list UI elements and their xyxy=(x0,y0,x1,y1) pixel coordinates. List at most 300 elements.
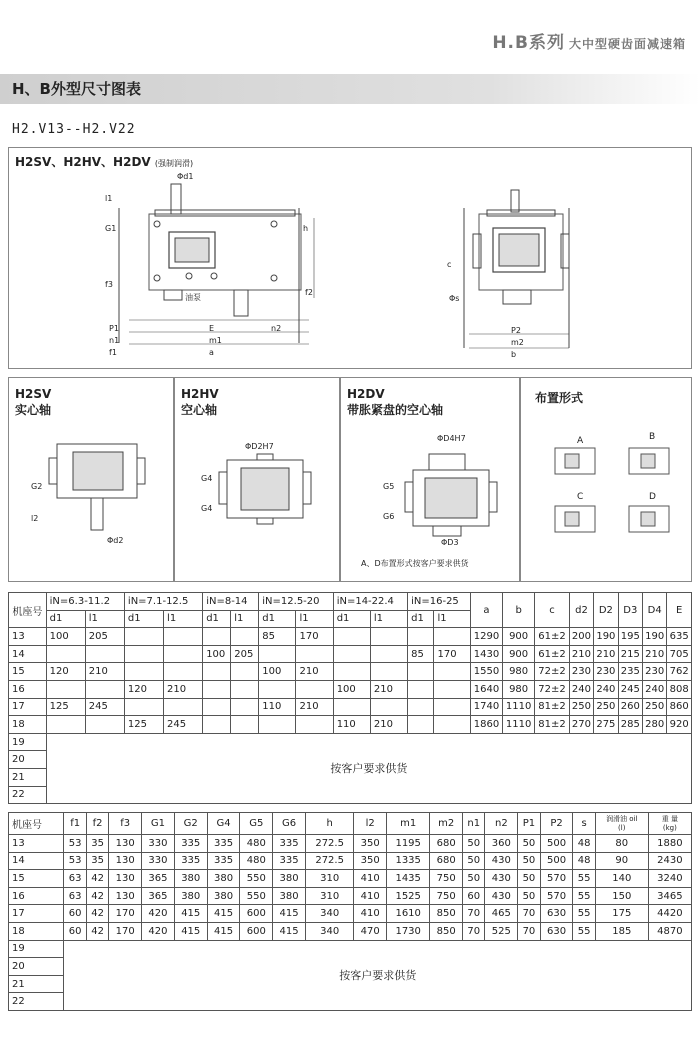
value-cell: 185 xyxy=(595,922,648,940)
fixed-cell: 210 xyxy=(594,645,618,663)
table-row xyxy=(9,663,692,681)
h2sv-drawing xyxy=(9,378,175,583)
ratio-cell: 100 xyxy=(259,663,296,681)
label-l2: l2 xyxy=(31,514,39,523)
fixed-cell: 240 xyxy=(569,680,593,698)
value-cell: 430 xyxy=(485,852,518,870)
header-cell: 机座号 xyxy=(9,813,64,835)
ratio-cell xyxy=(203,680,231,698)
value-cell: 630 xyxy=(540,922,573,940)
value-cell: 410 xyxy=(354,905,387,923)
value-cell: 48 xyxy=(573,852,595,870)
value-cell: 365 xyxy=(142,870,175,888)
model-range: H2.V13--H2.V22 xyxy=(12,122,136,137)
sub-header: l1 xyxy=(370,610,407,628)
value-cell: 3240 xyxy=(648,870,691,888)
value-cell: 380 xyxy=(207,870,240,888)
weight-header-text: 重 量 xyxy=(661,814,678,823)
value-cell: 60 xyxy=(64,905,86,923)
ratio-cell xyxy=(124,698,163,716)
side-view xyxy=(464,190,569,348)
fixed-cell: 210 xyxy=(642,645,666,663)
model-cell: 19 xyxy=(9,733,47,751)
ratio-cell xyxy=(296,716,333,734)
value-cell: 35 xyxy=(86,835,108,853)
table-row xyxy=(9,922,692,940)
ratio-group-header: iN=16-25 xyxy=(408,593,471,611)
value-cell: 1730 xyxy=(387,922,430,940)
value-cell: 63 xyxy=(64,870,86,888)
fixed-cell: 1550 xyxy=(470,663,502,681)
ratio-cell: 100 xyxy=(203,645,231,663)
dimension-table-1 xyxy=(8,592,692,804)
header-cell: l2 xyxy=(354,813,387,835)
label-E: E xyxy=(209,324,215,333)
header-row xyxy=(9,593,692,611)
label-f1: f1 xyxy=(109,348,117,357)
model-cell: 13 xyxy=(9,835,64,853)
value-cell: 53 xyxy=(64,835,86,853)
model-cell: 15 xyxy=(9,870,64,888)
sub-header: l1 xyxy=(231,610,259,628)
fixed-cell: 762 xyxy=(667,663,692,681)
fixed-cell: 200 xyxy=(569,628,593,646)
ratio-cell: 100 xyxy=(46,628,85,646)
main-drawing-panel xyxy=(8,147,692,369)
fixed-header: b xyxy=(503,593,535,628)
ratio-cell xyxy=(231,628,259,646)
header-cell: f2 xyxy=(86,813,108,835)
value-cell: 50 xyxy=(463,870,485,888)
ratio-cell xyxy=(434,698,470,716)
ratio-group-header: iN=12.5-20 xyxy=(259,593,333,611)
label-p2: P2 xyxy=(511,326,521,335)
table-row xyxy=(9,698,692,716)
value-cell: 415 xyxy=(174,905,207,923)
fixed-cell: 705 xyxy=(667,645,692,663)
value-cell: 750 xyxy=(430,887,463,905)
value-cell: 1195 xyxy=(387,835,430,853)
value-cell: 272.5 xyxy=(305,852,353,870)
ratio-cell: 210 xyxy=(164,680,203,698)
ratio-cell: 85 xyxy=(259,628,296,646)
value-cell: 170 xyxy=(109,905,142,923)
value-cell: 130 xyxy=(109,887,142,905)
value-cell: 350 xyxy=(354,852,387,870)
ratio-cell: 170 xyxy=(434,645,470,663)
value-cell: 50 xyxy=(463,835,485,853)
value-cell: 335 xyxy=(273,852,306,870)
model-cell: 14 xyxy=(9,852,64,870)
fixed-cell: 210 xyxy=(569,645,593,663)
label-G4b: G4 xyxy=(201,504,213,513)
value-cell: 4870 xyxy=(648,922,691,940)
fixed-cell: 808 xyxy=(667,680,692,698)
main-panel-title: H2SV、H2HV、H2DV (强制润滑) xyxy=(15,155,194,169)
weight-unit-text: (kg) xyxy=(662,823,677,832)
value-cell: 335 xyxy=(207,852,240,870)
ratio-cell xyxy=(333,663,370,681)
model-cell: 17 xyxy=(9,905,64,923)
label-f3: f3 xyxy=(105,280,113,289)
h2hv-drawing xyxy=(175,378,341,583)
sub-header: l1 xyxy=(296,610,333,628)
value-cell: 420 xyxy=(142,922,175,940)
ratio-cell xyxy=(259,645,296,663)
fixed-cell: 1430 xyxy=(470,645,502,663)
value-cell: 335 xyxy=(207,835,240,853)
value-cell: 500 xyxy=(540,835,573,853)
table-row xyxy=(9,680,692,698)
model-cell: 13 xyxy=(9,628,47,646)
fixed-cell: 1640 xyxy=(470,680,502,698)
ratio-cell xyxy=(370,628,407,646)
ratio-cell xyxy=(85,680,124,698)
label-a: a xyxy=(209,348,214,357)
label-n1: n1 xyxy=(109,336,120,345)
ratio-cell: 120 xyxy=(46,663,85,681)
label-G1: G1 xyxy=(105,224,117,233)
brand-series: H.B系列 大中型硬齿面减速箱 xyxy=(492,33,686,53)
value-cell: 430 xyxy=(485,887,518,905)
value-cell: 2430 xyxy=(648,852,691,870)
table-row xyxy=(9,628,692,646)
model-cell: 21 xyxy=(9,975,64,993)
value-cell: 350 xyxy=(354,835,387,853)
value-cell: 50 xyxy=(518,870,540,888)
label-pump: 油泵 xyxy=(185,293,201,302)
value-cell: 380 xyxy=(207,887,240,905)
sub-header: l1 xyxy=(85,610,124,628)
ratio-group-header: iN=7.1-12.5 xyxy=(124,593,202,611)
value-cell: 310 xyxy=(305,887,353,905)
value-cell: 415 xyxy=(273,922,306,940)
fixed-cell: 900 xyxy=(503,645,535,663)
ratio-cell xyxy=(85,716,124,734)
ratio-cell xyxy=(296,680,333,698)
value-cell: 500 xyxy=(540,852,573,870)
header-cell: G2 xyxy=(174,813,207,835)
label-D4: ΦD4H7 xyxy=(437,434,466,443)
layout-forms-panel xyxy=(520,377,692,582)
value-cell: 4420 xyxy=(648,905,691,923)
value-cell: 70 xyxy=(518,905,540,923)
label-p1: P1 xyxy=(109,324,119,333)
label-l1: l1 xyxy=(105,194,113,203)
ratio-cell xyxy=(370,645,407,663)
value-cell: 430 xyxy=(485,870,518,888)
fixed-header: E xyxy=(667,593,692,628)
value-cell: 310 xyxy=(305,870,353,888)
ratio-cell xyxy=(434,680,470,698)
ratio-cell xyxy=(231,663,259,681)
value-cell: 42 xyxy=(86,905,108,923)
section-title: H、B外型尺寸图表 xyxy=(0,74,700,104)
label-G4a: G4 xyxy=(201,474,213,483)
ratio-cell xyxy=(231,698,259,716)
value-cell: 63 xyxy=(64,887,86,905)
value-cell: 410 xyxy=(354,887,387,905)
value-cell: 850 xyxy=(430,922,463,940)
value-cell: 415 xyxy=(207,905,240,923)
ratio-cell xyxy=(124,645,163,663)
value-cell: 600 xyxy=(240,922,273,940)
layout-A: A xyxy=(577,436,584,446)
model-cell: 15 xyxy=(9,663,47,681)
fixed-cell: 72±2 xyxy=(535,663,570,681)
value-cell: 480 xyxy=(240,835,273,853)
ratio-cell: 170 xyxy=(296,628,333,646)
value-cell: 42 xyxy=(86,922,108,940)
ratio-cell: 85 xyxy=(408,645,434,663)
sub-header: d1 xyxy=(124,610,163,628)
table-row xyxy=(9,940,692,958)
h2dv-panel xyxy=(340,377,520,582)
model-cell: 19 xyxy=(9,940,64,958)
fixed-cell: 230 xyxy=(569,663,593,681)
header-cell: G1 xyxy=(142,813,175,835)
ratio-cell xyxy=(46,716,85,734)
value-cell: 50 xyxy=(518,835,540,853)
value-cell: 750 xyxy=(430,870,463,888)
value-cell: 140 xyxy=(595,870,648,888)
ratio-cell: 245 xyxy=(164,716,203,734)
ratio-cell: 210 xyxy=(296,663,333,681)
fixed-cell: 235 xyxy=(618,663,642,681)
ratio-cell: 205 xyxy=(231,645,259,663)
value-cell: 272.5 xyxy=(305,835,353,853)
sub-header: l1 xyxy=(434,610,470,628)
table-row xyxy=(9,887,692,905)
ratio-cell xyxy=(231,716,259,734)
ratio-cell xyxy=(46,680,85,698)
model-cell: 22 xyxy=(9,786,47,804)
sub-header: d1 xyxy=(203,610,231,628)
value-cell: 1880 xyxy=(648,835,691,853)
value-cell: 55 xyxy=(573,870,595,888)
ratio-cell: 125 xyxy=(124,716,163,734)
fixed-cell: 635 xyxy=(667,628,692,646)
ratio-cell xyxy=(408,680,434,698)
fixed-cell: 190 xyxy=(642,628,666,646)
value-cell: 130 xyxy=(109,870,142,888)
sub-header: d1 xyxy=(333,610,370,628)
value-cell: 330 xyxy=(142,835,175,853)
fixed-cell: 270 xyxy=(569,716,593,734)
model-cell: 20 xyxy=(9,751,47,769)
ratio-cell xyxy=(408,628,434,646)
value-cell: 55 xyxy=(573,887,595,905)
model-cell: 20 xyxy=(9,958,64,976)
ratio-group-header: iN=8-14 xyxy=(203,593,259,611)
fixed-cell: 61±2 xyxy=(535,628,570,646)
h2dv-title: H2DV 带胀紧盘的空心轴 xyxy=(347,387,444,417)
label-G2: G2 xyxy=(31,482,43,491)
value-cell: 130 xyxy=(109,852,142,870)
value-cell: 170 xyxy=(109,922,142,940)
ratio-cell xyxy=(259,680,296,698)
value-cell: 55 xyxy=(573,922,595,940)
value-cell: 630 xyxy=(540,905,573,923)
ratio-cell: 205 xyxy=(85,628,124,646)
value-cell: 340 xyxy=(305,905,353,923)
value-cell: 70 xyxy=(463,905,485,923)
value-cell: 35 xyxy=(86,852,108,870)
label-d1: Φd1 xyxy=(177,172,194,181)
fixed-cell: 245 xyxy=(618,680,642,698)
brand-header xyxy=(0,0,700,68)
value-cell: 1435 xyxy=(387,870,430,888)
h2hv-panel xyxy=(174,377,340,582)
label-D3: ΦD3 xyxy=(441,538,459,547)
custom-note: 按客户要求供货 xyxy=(64,940,692,1010)
header-cell: G6 xyxy=(273,813,306,835)
table-row xyxy=(9,645,692,663)
ratio-cell xyxy=(296,645,333,663)
ratio-group-header: iN=6.3-11.2 xyxy=(46,593,124,611)
sub-header: l1 xyxy=(164,610,203,628)
fixed-cell: 275 xyxy=(594,716,618,734)
fixed-cell: 81±2 xyxy=(535,716,570,734)
fixed-cell: 900 xyxy=(503,628,535,646)
value-cell: 680 xyxy=(430,835,463,853)
model-cell: 14 xyxy=(9,645,47,663)
header-cell: n2 xyxy=(485,813,518,835)
value-cell: 410 xyxy=(354,870,387,888)
header-cell: P1 xyxy=(518,813,540,835)
value-cell: 335 xyxy=(174,852,207,870)
ratio-cell xyxy=(408,716,434,734)
value-cell: 600 xyxy=(240,905,273,923)
oil-unit-text: (l) xyxy=(618,823,626,832)
ratio-cell xyxy=(370,698,407,716)
label-G6: G6 xyxy=(383,512,395,521)
fixed-header: D3 xyxy=(618,593,642,628)
fixed-cell: 72±2 xyxy=(535,680,570,698)
ratio-cell: 210 xyxy=(85,663,124,681)
header-cell: m2 xyxy=(430,813,463,835)
value-cell: 525 xyxy=(485,922,518,940)
oil-header-text: 润滑油 oil xyxy=(606,814,638,823)
label-b: b xyxy=(511,350,517,359)
fixed-cell: 285 xyxy=(618,716,642,734)
ratio-cell: 210 xyxy=(296,698,333,716)
ratio-cell: 100 xyxy=(333,680,370,698)
model-cell: 16 xyxy=(9,680,47,698)
table-row xyxy=(9,852,692,870)
model-cell: 17 xyxy=(9,698,47,716)
header-cell: f3 xyxy=(109,813,142,835)
fixed-cell: 61±2 xyxy=(535,645,570,663)
value-cell: 80 xyxy=(595,835,648,853)
value-cell: 380 xyxy=(174,887,207,905)
table-row xyxy=(9,870,692,888)
value-cell: 1610 xyxy=(387,905,430,923)
ratio-cell xyxy=(124,663,163,681)
h2dv-drawing xyxy=(341,378,521,583)
header-cell: G5 xyxy=(240,813,273,835)
label-c: c xyxy=(447,260,452,269)
header-cell: f1 xyxy=(64,813,86,835)
fixed-header: c xyxy=(535,593,570,628)
fixed-header: a xyxy=(470,593,502,628)
weight-header xyxy=(648,813,691,835)
label-d2: Φd2 xyxy=(107,536,124,545)
value-cell: 50 xyxy=(518,852,540,870)
value-cell: 330 xyxy=(142,852,175,870)
ratio-cell xyxy=(370,663,407,681)
fixed-header: D2 xyxy=(594,593,618,628)
fixed-cell: 980 xyxy=(503,680,535,698)
ratio-cell: 210 xyxy=(370,716,407,734)
front-view xyxy=(119,184,314,344)
fixed-cell: 230 xyxy=(594,663,618,681)
ratio-cell xyxy=(434,716,470,734)
value-cell: 850 xyxy=(430,905,463,923)
value-cell: 415 xyxy=(174,922,207,940)
ratio-cell xyxy=(203,698,231,716)
ratio-cell xyxy=(203,628,231,646)
fixed-cell: 260 xyxy=(618,698,642,716)
h2sv-panel xyxy=(8,377,174,582)
table-row xyxy=(9,835,692,853)
layout-B: B xyxy=(649,432,656,442)
layout-D: D xyxy=(649,492,656,502)
value-cell: 3465 xyxy=(648,887,691,905)
value-cell: 60 xyxy=(64,922,86,940)
value-cell: 480 xyxy=(240,852,273,870)
ratio-cell xyxy=(333,698,370,716)
ratio-cell xyxy=(203,663,231,681)
value-cell: 130 xyxy=(109,835,142,853)
value-cell: 175 xyxy=(595,905,648,923)
ratio-cell xyxy=(85,645,124,663)
value-cell: 365 xyxy=(142,887,175,905)
label-G5: G5 xyxy=(383,482,395,491)
value-cell: 680 xyxy=(430,852,463,870)
label-D2: ΦD2H7 xyxy=(245,442,274,451)
model-cell: 16 xyxy=(9,887,64,905)
header-cell: G4 xyxy=(207,813,240,835)
fixed-cell: 250 xyxy=(594,698,618,716)
fixed-cell: 250 xyxy=(569,698,593,716)
value-cell: 465 xyxy=(485,905,518,923)
dimension-table-2 xyxy=(8,812,692,1011)
h2dv-note: A、D布置形式按客户要求供货 xyxy=(361,559,469,568)
value-cell: 1335 xyxy=(387,852,430,870)
ratio-cell xyxy=(203,716,231,734)
custom-note: 按客户要求供货 xyxy=(46,733,691,803)
ratio-cell xyxy=(333,645,370,663)
model-cell: 18 xyxy=(9,716,47,734)
fixed-cell: 1110 xyxy=(503,716,535,734)
label-n2: n2 xyxy=(271,324,282,333)
header-cell: h xyxy=(305,813,353,835)
value-cell: 360 xyxy=(485,835,518,853)
value-cell: 1525 xyxy=(387,887,430,905)
value-cell: 380 xyxy=(273,870,306,888)
ratio-cell xyxy=(434,663,470,681)
h2hv-title: H2HV 空心轴 xyxy=(181,387,219,417)
header-cell: m1 xyxy=(387,813,430,835)
ratio-cell xyxy=(408,698,434,716)
fixed-header: d2 xyxy=(569,593,593,628)
value-cell: 420 xyxy=(142,905,175,923)
value-cell: 42 xyxy=(86,870,108,888)
ratio-cell xyxy=(259,716,296,734)
fixed-cell: 240 xyxy=(594,680,618,698)
ratio-cell: 125 xyxy=(46,698,85,716)
